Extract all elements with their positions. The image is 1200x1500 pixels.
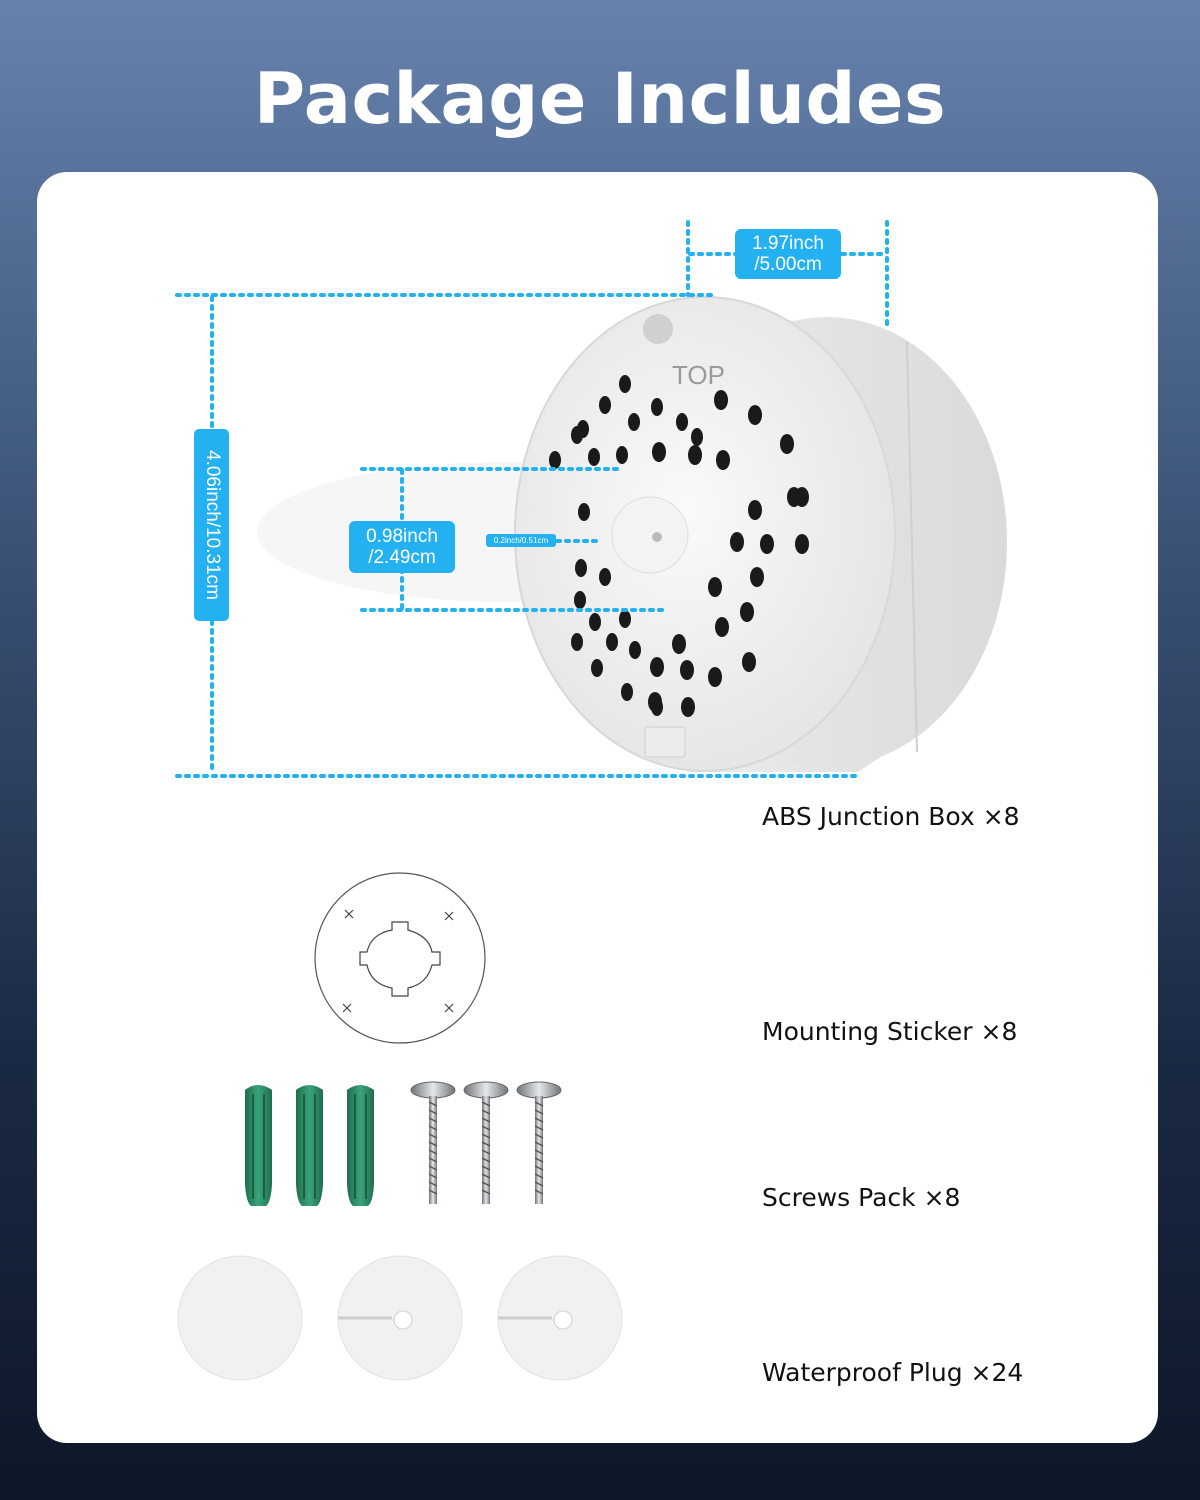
wall-anchor <box>245 1085 272 1206</box>
waterproof-plug-image <box>178 1256 622 1380</box>
item-label-screws-pack: Screws Pack ×8 <box>762 1183 961 1212</box>
depth-inch: 1.97inch <box>752 233 824 254</box>
hole-dimension-badge: 0.2inch/0.51cm <box>486 534 556 547</box>
screw <box>464 1082 508 1204</box>
screws-pack-image <box>245 1082 561 1206</box>
package-card <box>37 172 1158 1443</box>
center-hub-cm: /2.49cm <box>368 547 436 568</box>
wall-anchor <box>347 1085 374 1206</box>
diameter-dimension-badge <box>194 429 229 621</box>
screw <box>411 1082 455 1204</box>
diameter-text: 4.06inch/10.31cm <box>201 450 223 600</box>
mounting-sticker-image <box>315 873 485 1043</box>
item-label-waterproof-plug: Waterproof Plug ×24 <box>762 1358 1024 1387</box>
center-hub-dimension-badge <box>349 521 455 573</box>
depth-cm: /5.00cm <box>754 254 822 275</box>
item-label-mounting-sticker: Mounting Sticker ×8 <box>762 1017 1018 1046</box>
page-title: Package Includes <box>253 58 947 140</box>
wall-anchor <box>296 1085 323 1206</box>
screw <box>517 1082 561 1204</box>
depth-dimension-badge <box>735 229 841 279</box>
center-hub-inch: 0.98inch <box>366 526 438 547</box>
item-label-junction-box: ABS Junction Box ×8 <box>762 802 1020 831</box>
box-top-label: TOP <box>672 360 725 390</box>
